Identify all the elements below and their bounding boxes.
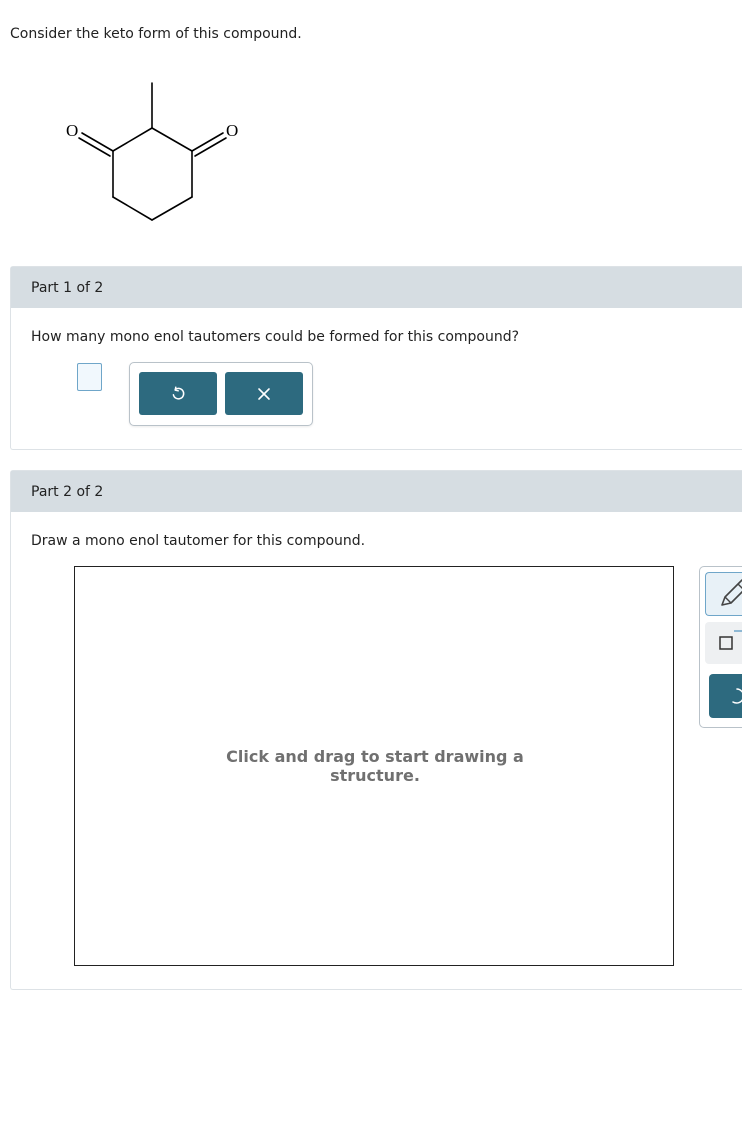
part-2-card — [10, 470, 742, 990]
pencil-tool-button[interactable] — [705, 572, 742, 616]
close-icon — [257, 387, 271, 401]
square-icon — [714, 622, 742, 664]
ring-bond — [113, 128, 152, 151]
undo-tool-button[interactable] — [709, 674, 742, 718]
ring-bond — [152, 128, 192, 151]
part-1-question: How many mono enol tautomers could be formed for this compound? — [31, 329, 520, 345]
answer-button-group — [129, 362, 313, 426]
canvas-hint: Click and drag to start drawing a structure. — [226, 747, 524, 785]
ring-bond — [113, 197, 152, 220]
part-2-question: Draw a mono enol tautomer for this compound. — [31, 533, 366, 549]
answer-input[interactable] — [77, 363, 102, 391]
part-1-header: Part 1 of 2 — [11, 267, 742, 308]
drawing-toolbar — [699, 566, 742, 728]
part-2-header: Part 2 of 2 — [11, 471, 742, 512]
drawing-canvas[interactable] — [74, 566, 674, 966]
undo-icon — [170, 386, 186, 402]
undo-icon — [727, 674, 742, 718]
square-tool-button[interactable] — [705, 622, 742, 664]
oxygen-label-right: O — [226, 121, 239, 140]
clear-button[interactable] — [225, 372, 303, 415]
pencil-icon — [712, 573, 742, 615]
undo-button[interactable] — [139, 372, 217, 415]
ring-bond — [152, 197, 192, 220]
intro-text: Consider the keto form of this compound. — [10, 26, 302, 42]
oxygen-label-left: O — [66, 121, 79, 140]
molecule-structure — [60, 78, 250, 228]
part-1-card — [10, 266, 742, 450]
